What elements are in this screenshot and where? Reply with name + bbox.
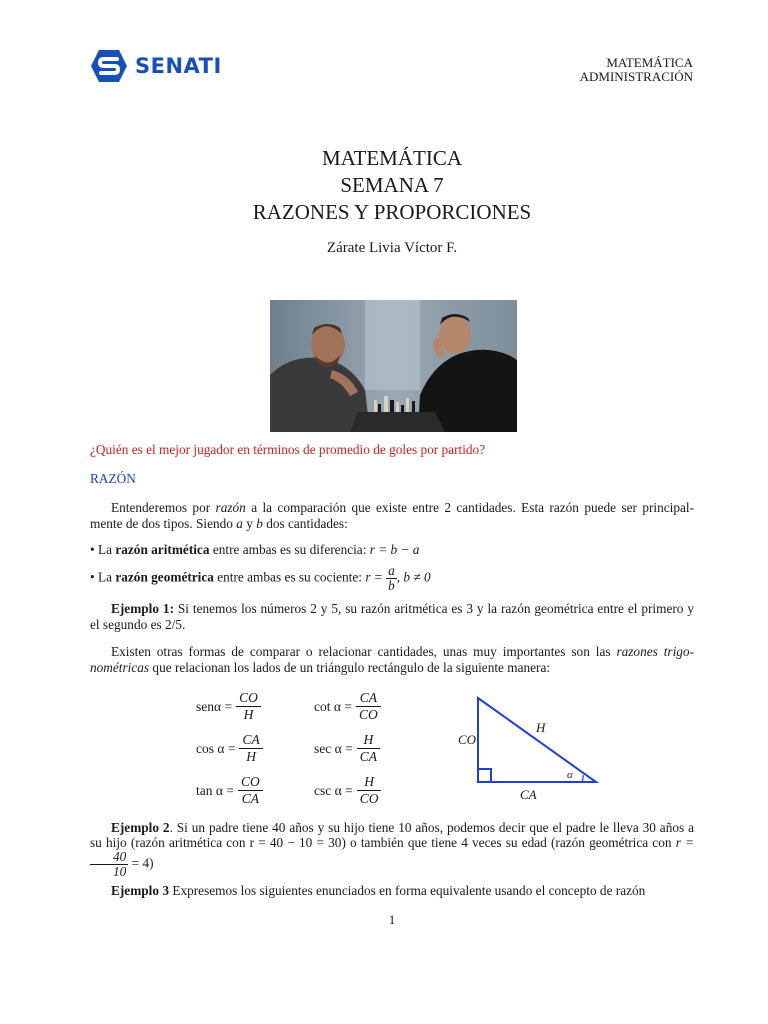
bullet1-text: entre ambas es su diferencia:: [209, 542, 370, 557]
trig-fraction: [238, 774, 263, 807]
angle-arc: [582, 775, 583, 782]
fraction-numerator: a: [388, 563, 395, 578]
trig-fraction: [236, 690, 261, 723]
para1-term: razón: [215, 500, 246, 515]
label-alpha: α: [567, 769, 573, 781]
para1-and: y: [242, 516, 257, 531]
fraction-denominator: CA: [241, 791, 259, 806]
trig-sin: [196, 690, 261, 723]
example2-text2: = 4): [128, 855, 154, 871]
fraction-denominator: H: [243, 707, 254, 722]
example1-text: Si tenemos los números 2 y 5, su razón aritmética es 3 y la razón geométrica entre el primero y el segundo es 2/5.: [90, 601, 694, 632]
para1-part1: Entenderemos por: [111, 500, 216, 515]
bullet2-bold: razón geométrica: [115, 569, 214, 585]
example-1: [90, 601, 694, 633]
para1-part2: a la comparación que existe entre 2 cantidades. Esta razón puede ser principal-mente de dos tipos. Siendo: [90, 500, 695, 531]
right-triangle-diagram: [450, 690, 610, 802]
para1-var-b: b: [256, 516, 263, 531]
label-co: CO: [458, 732, 477, 747]
para2-part2: que relacionan los lados de un triángulo rectángulo de la siguiente manera:: [149, 660, 551, 675]
header-course-info: [580, 56, 693, 84]
example2-text1: . Si un padre tiene 40 años y su hijo tiene 10 años, podemos decir que el padre le lleva 30 años a su hijo (razón aritmética con r = 40 − 10 = 30) o también que tiene 4 veces su edad (razón geométrica con: [90, 820, 694, 850]
trig-tan: [196, 774, 263, 807]
title-line-2: SEMANA 7: [340, 173, 444, 197]
trig-lhs: cot α =: [314, 698, 352, 714]
right-angle-marker: [478, 769, 491, 782]
fraction-numerator: CA: [239, 732, 262, 749]
title-line-3: RAZONES Y PROPORCIONES: [252, 200, 532, 224]
example2-lhs: r =: [675, 835, 694, 850]
trig-fraction: [357, 732, 380, 765]
bullet-dot: •: [90, 569, 95, 585]
trig-lhs: cos α =: [196, 740, 236, 756]
bullet2-fraction: [386, 564, 397, 593]
fraction-numerator: CO: [238, 774, 263, 791]
question-text: ¿Quién es el mejor jugador en términos de promedio de goles por partido?: [90, 442, 486, 457]
trig-cot: [314, 690, 381, 723]
trig-lhs: senα =: [196, 698, 233, 714]
example1-label: Ejemplo 1:: [111, 601, 174, 616]
example2-label: Ejemplo 2: [111, 820, 170, 835]
triangle-shape: [478, 698, 596, 782]
example3-text: Expresemos los siguientes enunciados en forma equivalente usando el concepto de razón: [169, 883, 646, 898]
bullet1-bold: razón aritmética: [115, 542, 210, 557]
fraction-denominator: CA: [359, 749, 377, 764]
chess-players-photo: [270, 300, 517, 432]
trig-lhs: sec α =: [314, 740, 353, 756]
trig-fraction: [239, 732, 262, 765]
title-line-1: MATEMÁTICA: [322, 146, 462, 170]
author: Zárate Livia Víctor F.: [326, 240, 458, 256]
page-number: 1: [388, 912, 396, 927]
label-ca: CA: [520, 787, 537, 802]
bullet2-text: entre ambas es su cociente:: [213, 569, 366, 585]
paragraph-definition: [90, 500, 694, 532]
para2-part1: Existen otras formas de comparar o relacionar cantidades, unas muy importantes son las: [111, 644, 617, 659]
label-h: H: [536, 720, 546, 735]
logo-text: SENATI: [135, 54, 222, 78]
example3-label: Ejemplo 3: [111, 883, 169, 898]
bullet-geometric: [90, 564, 694, 593]
trig-lhs: tan α =: [196, 782, 234, 798]
para2-term: razones trigo-nométricas: [90, 644, 695, 675]
trig-sec: [314, 732, 380, 765]
header-program: ADMINISTRACIÓN: [579, 69, 693, 84]
bullet1-formula: r = b − a: [369, 542, 420, 557]
fraction-denominator: CO: [359, 791, 379, 806]
bullet2-lhs: r =: [365, 569, 383, 585]
fraction-numerator: H: [357, 774, 382, 791]
example2-fraction: [90, 850, 128, 879]
fraction-denominator: b: [388, 578, 395, 593]
bullet1-prefix: La: [97, 542, 116, 557]
senati-emblem-icon: [90, 48, 128, 84]
paragraph-trig: [90, 644, 694, 676]
fraction-denominator: 10: [113, 864, 127, 879]
trig-cos: [196, 732, 263, 765]
fraction-numerator: H: [357, 732, 380, 749]
fraction-denominator: H: [246, 749, 256, 764]
bullet2-prefix: La: [97, 569, 116, 585]
bullet-arithmetic: [90, 542, 694, 558]
document-title: [0, 145, 768, 226]
example-3: [90, 883, 694, 899]
para1-part3: dos cantidades:: [262, 516, 348, 531]
senati-logo: [90, 48, 222, 84]
trig-fraction: [356, 690, 381, 723]
bullet-dot: •: [90, 542, 95, 557]
fraction-numerator: CA: [356, 690, 381, 707]
fraction-denominator: CO: [358, 707, 378, 722]
fraction-numerator: 40: [90, 850, 128, 865]
bullet2-condition: , b ≠ 0: [396, 569, 431, 585]
header-subject: MATEMÁTICA: [606, 55, 693, 70]
fraction-numerator: CO: [236, 690, 261, 707]
section-heading: RAZÓN: [90, 471, 136, 486]
trig-lhs: csc α =: [314, 782, 353, 798]
example-2: [90, 820, 694, 879]
trig-fraction: [357, 774, 382, 807]
trig-csc: [314, 774, 381, 807]
para1-var-a: a: [236, 516, 243, 531]
